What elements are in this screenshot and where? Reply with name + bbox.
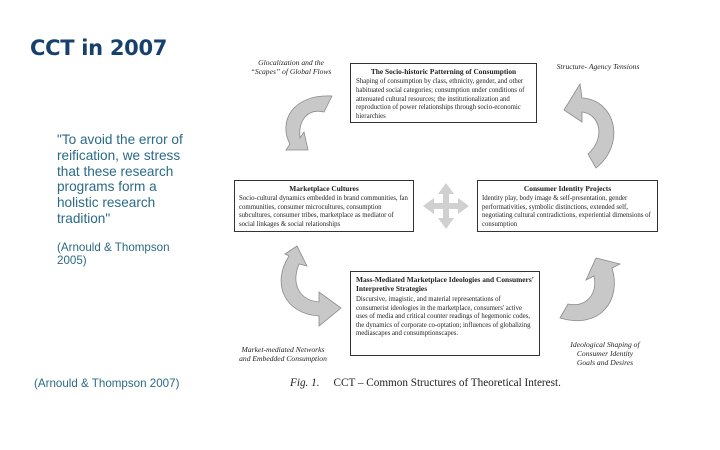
box-socio-historic xyxy=(350,63,537,123)
curved-arrow-top-left-icon xyxy=(272,88,342,158)
citation-2007: (Arnould & Thompson 2007) xyxy=(34,377,180,390)
box-consumer-identity-body: Identity play, body image & self-presentation, gender performativities, symbolic distinctions, extended self, negotiating cultural contradictions, experiential dimensions of consumption xyxy=(482,195,651,228)
curved-arrow-top-right-icon xyxy=(562,82,622,172)
curved-arrow-bottom-left-icon xyxy=(275,244,345,329)
label-ideological-line2: Consumer Identity xyxy=(576,349,634,358)
label-glocalization-line1: Glocalization and the xyxy=(258,58,324,67)
label-market-mediated xyxy=(228,345,338,363)
figure-caption-text: CCT – Common Structures of Theoretical Interest. xyxy=(333,377,561,389)
box-mass-mediated-body: Discursive, imagistic, and material representations of consumerist ideologies in the marketplace, consumers' active uses of media and critical counter readings of hegemonic codes, the dynamics of corporate co-optation; influences of globalizing mediascapes and consumptionscapes. xyxy=(356,296,531,338)
label-ideological-line3: Goals and Desires xyxy=(576,358,634,367)
citation-2005-line1: (Arnould & Thompson xyxy=(57,241,170,254)
figure-caption xyxy=(290,377,561,389)
label-market-mediated-line2: and Embedded Consumption xyxy=(239,354,327,363)
box-socio-historic-title: The Socio-historic Patterning of Consumption xyxy=(370,67,517,76)
citation-2005 xyxy=(57,241,197,267)
citation-2005-line2: 2005) xyxy=(57,254,87,267)
figure-number: Fig. 1. xyxy=(290,377,320,389)
box-socio-historic-body: Shaping of consumption by class, ethnicity, gender, and other habituated social categories; consumption under conditions of attenuated cultural resources; the institutionalization and reproduction of power relationships through socio-economic hierarchies xyxy=(356,78,525,121)
label-ideological-shaping xyxy=(555,340,655,367)
label-market-mediated-line1: Market-mediated Networks xyxy=(241,345,325,354)
box-mass-mediated-title: Mass-Mediated Marketplace Ideologies and Consumers' Interpretive Strategies xyxy=(356,275,534,293)
box-marketplace-cultures-title: Marketplace Cultures xyxy=(289,184,359,193)
curved-arrow-bottom-right-icon xyxy=(558,258,628,328)
quote-text: "To avoid the error of reification, we stress that these research programs form a holistic research tradition" xyxy=(57,132,183,226)
box-consumer-identity-title: Consumer Identity Projects xyxy=(523,184,612,193)
label-glocalization xyxy=(236,58,346,76)
box-mass-mediated xyxy=(350,271,540,356)
box-marketplace-cultures-body: Socio-cultural dynamics embedded in brand communities, fan communities, consumer microcultures, consumption subcultures, consumer tribes, marketplace as mediator of social linkages & social relationships xyxy=(239,195,408,228)
box-consumer-identity xyxy=(477,180,658,232)
box-marketplace-cultures xyxy=(234,180,414,232)
label-structure-agency: Structure- Agency Tensions xyxy=(556,62,640,71)
label-glocalization-line2: “Scapes” of Global Flows xyxy=(250,67,332,76)
label-ideological-line1: Ideological Shaping of xyxy=(570,340,640,349)
slide-title: CCT in 2007 xyxy=(30,36,168,60)
four-way-move-arrows-icon xyxy=(423,183,469,229)
